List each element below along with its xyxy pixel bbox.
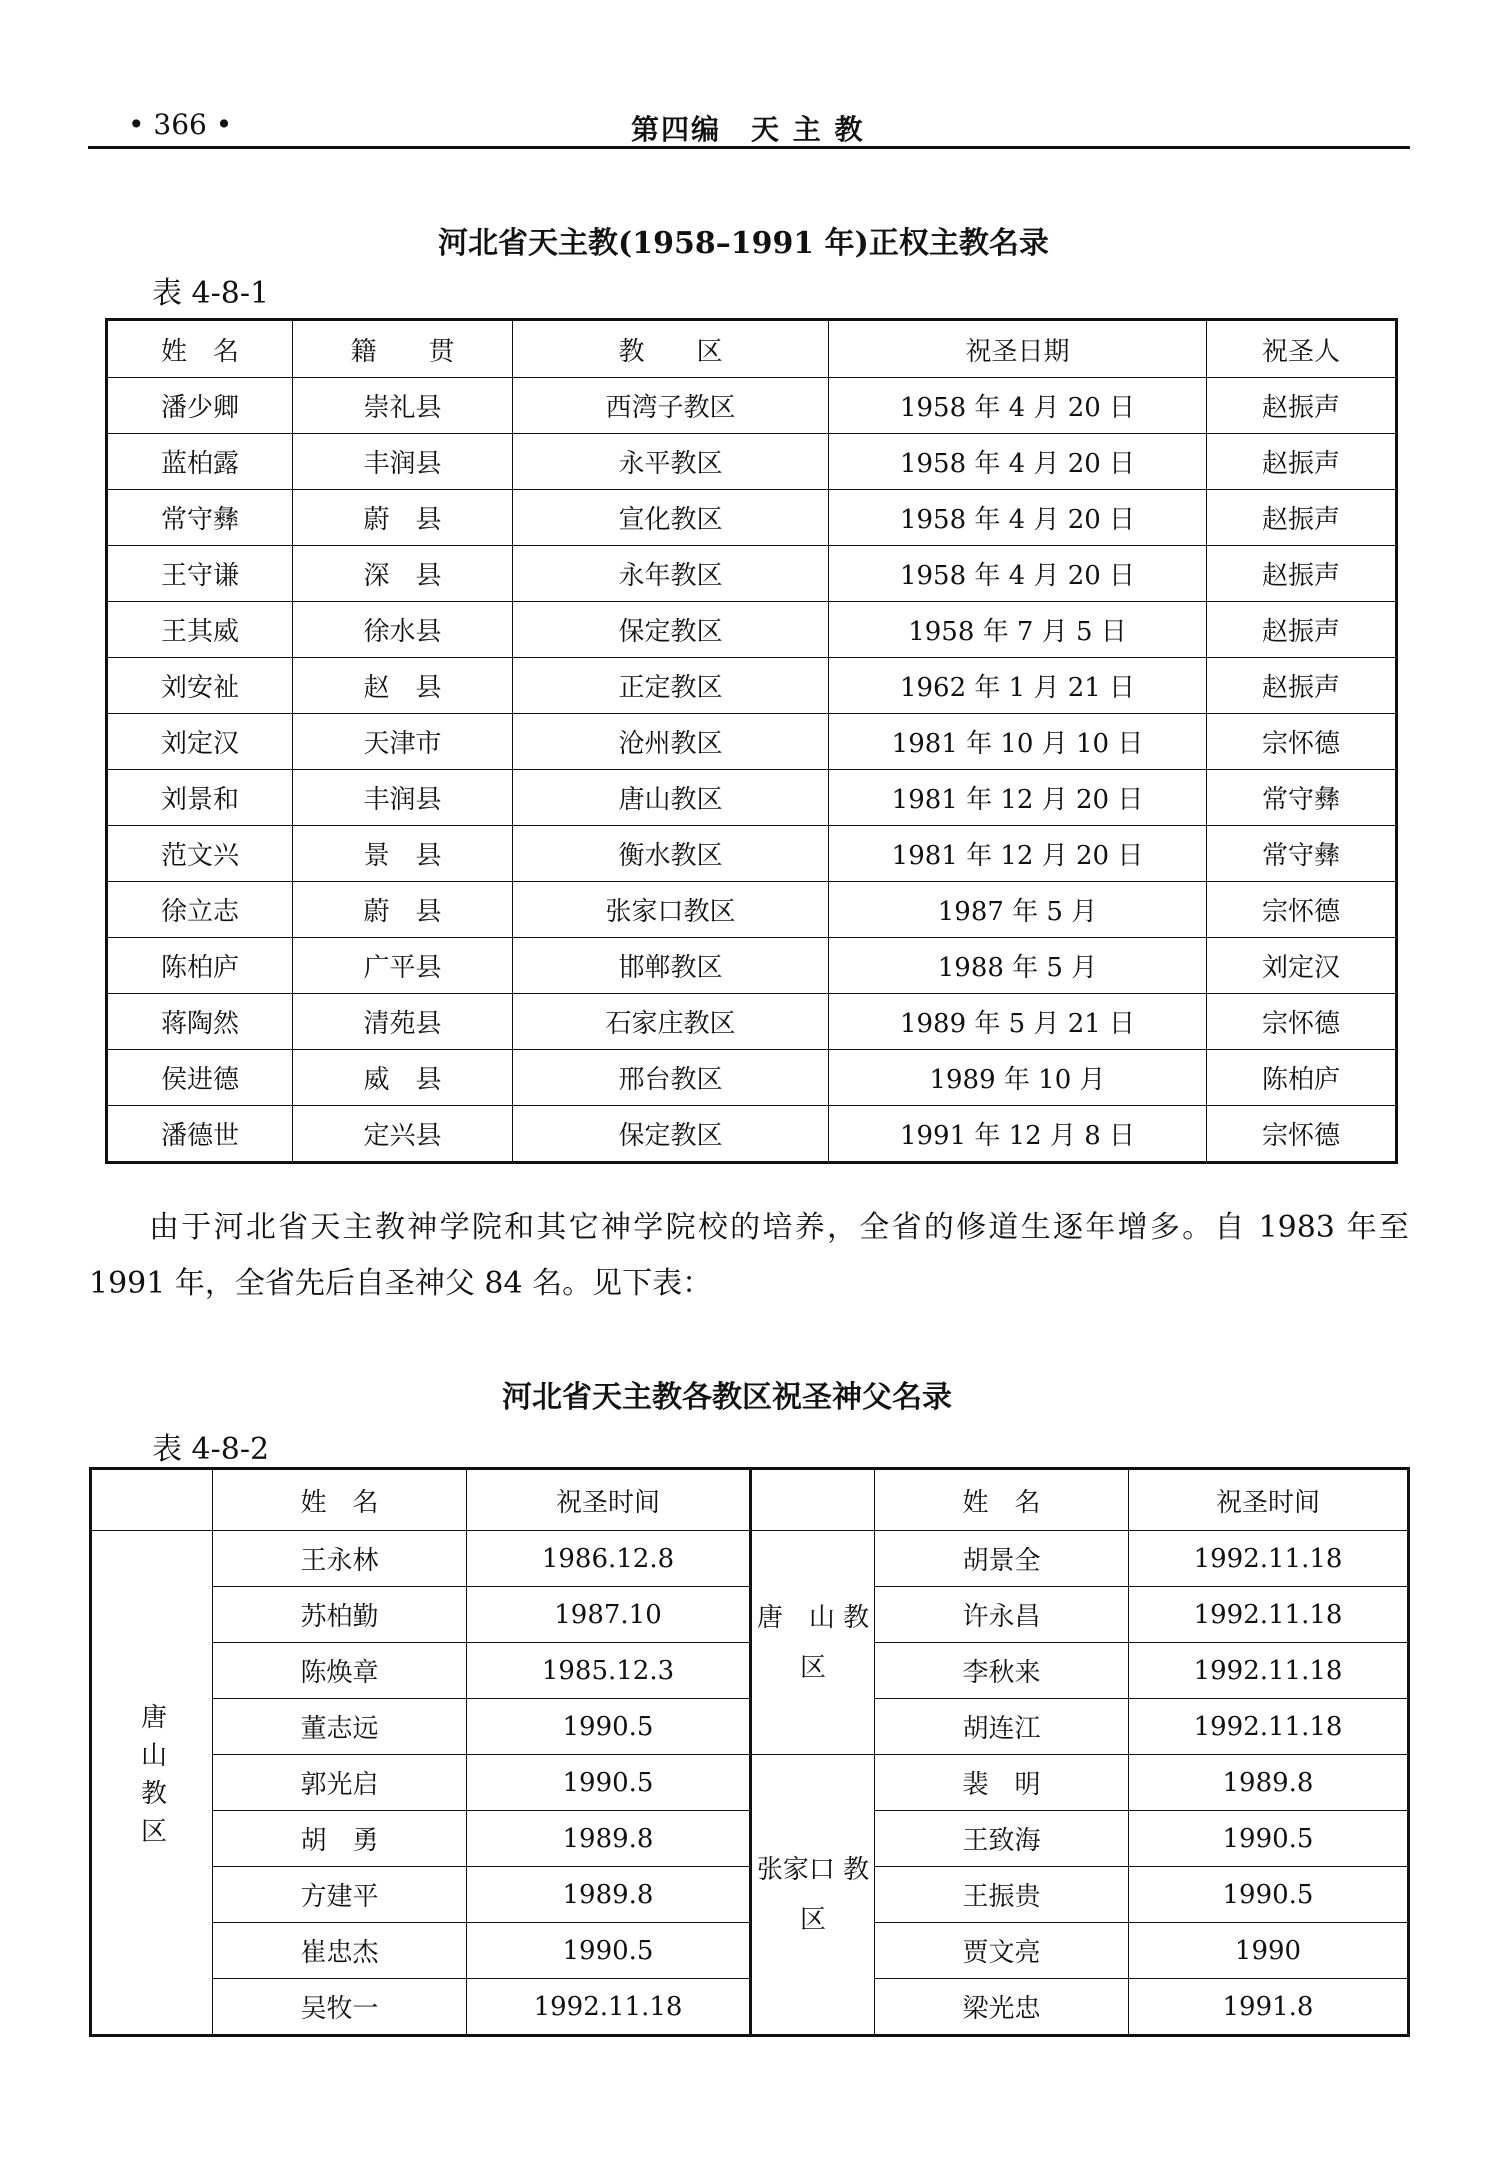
header-name-right: 姓 名: [875, 1469, 1129, 1531]
header-native-place: 籍 贯: [293, 320, 513, 378]
cell-name-right: 胡景全: [875, 1531, 1129, 1587]
bishops-table: [105, 318, 1398, 1164]
table2-title: 河北省天主教各教区祝圣神父名录: [502, 1380, 952, 1415]
table-row: [107, 658, 1397, 714]
table2-label: 表 4-8-2: [152, 1432, 270, 1467]
cell-consecrator: 宗怀德: [1207, 882, 1397, 938]
table-row: [107, 1106, 1397, 1163]
cell-name: 刘定汉: [107, 714, 293, 770]
cell-diocese: 保定教区: [513, 602, 829, 658]
region-label: 唐山教区: [136, 1703, 167, 1855]
cell-consecrator: 陈柏庐: [1207, 1050, 1397, 1106]
cell-consecration-date: 1989 年 10 月: [829, 1050, 1207, 1106]
cell-name-left: 吴牧一: [213, 1979, 467, 2036]
cell-date-left: 1990.5: [467, 1923, 751, 1979]
cell-name: 蓝柏露: [107, 434, 293, 490]
table-row: [91, 1699, 1409, 1755]
cell-name-left: 苏柏勤: [213, 1587, 467, 1643]
table-row: [107, 938, 1397, 994]
cell-native-place: 蔚 县: [293, 882, 513, 938]
cell-native-place: 威 县: [293, 1050, 513, 1106]
cell-name-right: 胡连江: [875, 1699, 1129, 1755]
cell-name: 徐立志: [107, 882, 293, 938]
cell-name-left: 方建平: [213, 1867, 467, 1923]
header-consecrator: 祝圣人: [1207, 320, 1397, 378]
cell-native-place: 丰润县: [293, 770, 513, 826]
cell-diocese: 张家口教区: [513, 882, 829, 938]
table-row: [91, 1811, 1409, 1867]
cell-diocese: 唐山教区: [513, 770, 829, 826]
cell-diocese: 邢台教区: [513, 1050, 829, 1106]
cell-diocese: 宣化教区: [513, 490, 829, 546]
cell-consecration-date: 1989 年 5 月 21 日: [829, 994, 1207, 1050]
cell-name: 蒋陶然: [107, 994, 293, 1050]
cell-consecrator: 常守彝: [1207, 770, 1397, 826]
cell-date-left: 1990.5: [467, 1699, 751, 1755]
cell-date-right: 1990.5: [1129, 1811, 1409, 1867]
cell-native-place: 景 县: [293, 826, 513, 882]
cell-name-left: 王永林: [213, 1531, 467, 1587]
table-row: [107, 826, 1397, 882]
cell-name-right: 贾文亮: [875, 1923, 1129, 1979]
cell-diocese: 邯郸教区: [513, 938, 829, 994]
cell-date-left: 1985.12.3: [467, 1643, 751, 1699]
header-name-left: 姓 名: [213, 1469, 467, 1531]
cell-consecration-date: 1987 年 5 月: [829, 882, 1207, 938]
cell-date-right: 1992.11.18: [1129, 1531, 1409, 1587]
header-diocese: 教 区: [513, 320, 829, 378]
cell-native-place: 徐水县: [293, 602, 513, 658]
cell-name: 陈柏庐: [107, 938, 293, 994]
region-cell-right-2: 张家口 教 区: [751, 1755, 875, 2036]
cell-native-place: 清苑县: [293, 994, 513, 1050]
cell-consecration-date: 1958 年 4 月 20 日: [829, 378, 1207, 434]
cell-consecrator: 宗怀德: [1207, 714, 1397, 770]
header-date-right: 祝圣时间: [1129, 1469, 1409, 1531]
cell-name-right: 王振贵: [875, 1867, 1129, 1923]
cell-native-place: 赵 县: [293, 658, 513, 714]
cell-name: 王其威: [107, 602, 293, 658]
table-row: [107, 490, 1397, 546]
cell-native-place: 深 县: [293, 546, 513, 602]
cell-consecration-date: 1962 年 1 月 21 日: [829, 658, 1207, 714]
table-header-row: [107, 320, 1397, 378]
page-number: • 366 •: [128, 108, 233, 141]
cell-diocese: 西湾子教区: [513, 378, 829, 434]
cell-name-right: 王致海: [875, 1811, 1129, 1867]
cell-consecrator: 赵振声: [1207, 490, 1397, 546]
cell-native-place: 崇礼县: [293, 378, 513, 434]
table-row: [91, 1755, 1409, 1811]
header-name: 姓 名: [107, 320, 293, 378]
region-cell-left: [91, 1531, 213, 2036]
table-row: [107, 994, 1397, 1050]
cell-consecration-date: 1958 年 4 月 20 日: [829, 490, 1207, 546]
cell-date-right: 1990.5: [1129, 1867, 1409, 1923]
cell-native-place: 广平县: [293, 938, 513, 994]
cell-name-left: 董志远: [213, 1699, 467, 1755]
cell-consecration-date: 1981 年 12 月 20 日: [829, 826, 1207, 882]
table1-title: 河北省天主教(1958–1991 年)正权主教名录: [438, 226, 1049, 261]
table-row: [107, 546, 1397, 602]
cell-diocese: 石家庄教区: [513, 994, 829, 1050]
cell-date-right: 1992.11.18: [1129, 1699, 1409, 1755]
table-row: [107, 602, 1397, 658]
table-header-row: [91, 1469, 1409, 1531]
table-row: [91, 1979, 1409, 2036]
cell-date-right: 1992.11.18: [1129, 1587, 1409, 1643]
cell-consecration-date: 1981 年 12 月 20 日: [829, 770, 1207, 826]
table-row: [107, 770, 1397, 826]
table-row: [107, 434, 1397, 490]
cell-date-left: 1987.10: [467, 1587, 751, 1643]
header-date-left: 祝圣时间: [467, 1469, 751, 1531]
cell-diocese: 永平教区: [513, 434, 829, 490]
cell-name-right: 梁光忠: [875, 1979, 1129, 2036]
cell-native-place: 蔚 县: [293, 490, 513, 546]
cell-name-left: 胡 勇: [213, 1811, 467, 1867]
body-paragraph: 由于河北省天主教神学院和其它神学院校的培养，全省的修道生逐年增多。自 1983 年至 1991 年，全省先后自圣神父 84 名。见下表：: [89, 1210, 1409, 1301]
cell-consecrator: 赵振声: [1207, 434, 1397, 490]
cell-consecration-date: 1958 年 4 月 20 日: [829, 546, 1207, 602]
table-row: [107, 1050, 1397, 1106]
cell-diocese: 保定教区: [513, 1106, 829, 1163]
cell-name: 王守谦: [107, 546, 293, 602]
cell-date-left: 1986.12.8: [467, 1531, 751, 1587]
cell-native-place: 定兴县: [293, 1106, 513, 1163]
cell-diocese: 永年教区: [513, 546, 829, 602]
cell-diocese: 沧州教区: [513, 714, 829, 770]
cell-name: 常守彝: [107, 490, 293, 546]
cell-date-left: 1990.5: [467, 1755, 751, 1811]
cell-consecration-date: 1981 年 10 月 10 日: [829, 714, 1207, 770]
cell-name-right: 裴 明: [875, 1755, 1129, 1811]
header-blank: [91, 1469, 213, 1531]
table-row: [91, 1531, 1409, 1587]
cell-consecrator: 常守彝: [1207, 826, 1397, 882]
cell-consecration-date: 1988 年 5 月: [829, 938, 1207, 994]
cell-name-left: 郭光启: [213, 1755, 467, 1811]
cell-consecrator: 宗怀德: [1207, 1106, 1397, 1163]
cell-name: 侯进德: [107, 1050, 293, 1106]
cell-name: 潘德世: [107, 1106, 293, 1163]
table1-label: 表 4-8-1: [152, 276, 270, 311]
running-head: 第四编 天 主 教: [631, 113, 865, 146]
cell-date-right: 1992.11.18: [1129, 1643, 1409, 1699]
region-cell-right-1: 唐 山 教 区: [751, 1531, 875, 1755]
cell-consecration-date: 1991 年 12 月 8 日: [829, 1106, 1207, 1163]
cell-date-right: 1991.8: [1129, 1979, 1409, 2036]
cell-diocese: 正定教区: [513, 658, 829, 714]
cell-consecrator: 赵振声: [1207, 658, 1397, 714]
cell-name: 范文兴: [107, 826, 293, 882]
cell-diocese: 衡水教区: [513, 826, 829, 882]
table-row: [91, 1587, 1409, 1643]
cell-name: 刘安祉: [107, 658, 293, 714]
table-row: [91, 1867, 1409, 1923]
cell-name-right: 许永昌: [875, 1587, 1129, 1643]
cell-date-left: 1989.8: [467, 1811, 751, 1867]
cell-name: 潘少卿: [107, 378, 293, 434]
priests-table: [89, 1467, 1410, 2037]
table-row: [107, 882, 1397, 938]
table-row: [91, 1923, 1409, 1979]
cell-date-left: 1989.8: [467, 1867, 751, 1923]
table-row: [107, 378, 1397, 434]
cell-consecration-date: 1958 年 4 月 20 日: [829, 434, 1207, 490]
header-consecration-date: 祝圣日期: [829, 320, 1207, 378]
cell-consecrator: 赵振声: [1207, 546, 1397, 602]
cell-date-left: 1992.11.18: [467, 1979, 751, 2036]
cell-consecrator: 宗怀德: [1207, 994, 1397, 1050]
cell-consecrator: 刘定汉: [1207, 938, 1397, 994]
cell-consecrator: 赵振声: [1207, 602, 1397, 658]
cell-name-right: 李秋来: [875, 1643, 1129, 1699]
header-blank-right: [751, 1469, 875, 1531]
table-row: [107, 714, 1397, 770]
page-header: [88, 100, 1410, 149]
cell-consecrator: 赵振声: [1207, 378, 1397, 434]
cell-date-right: 1989.8: [1129, 1755, 1409, 1811]
cell-name: 刘景和: [107, 770, 293, 826]
cell-consecration-date: 1958 年 7 月 5 日: [829, 602, 1207, 658]
cell-date-right: 1990: [1129, 1923, 1409, 1979]
cell-name-left: 崔忠杰: [213, 1923, 467, 1979]
cell-native-place: 天津市: [293, 714, 513, 770]
table-row: [91, 1643, 1409, 1699]
cell-native-place: 丰润县: [293, 434, 513, 490]
cell-name-left: 陈焕章: [213, 1643, 467, 1699]
